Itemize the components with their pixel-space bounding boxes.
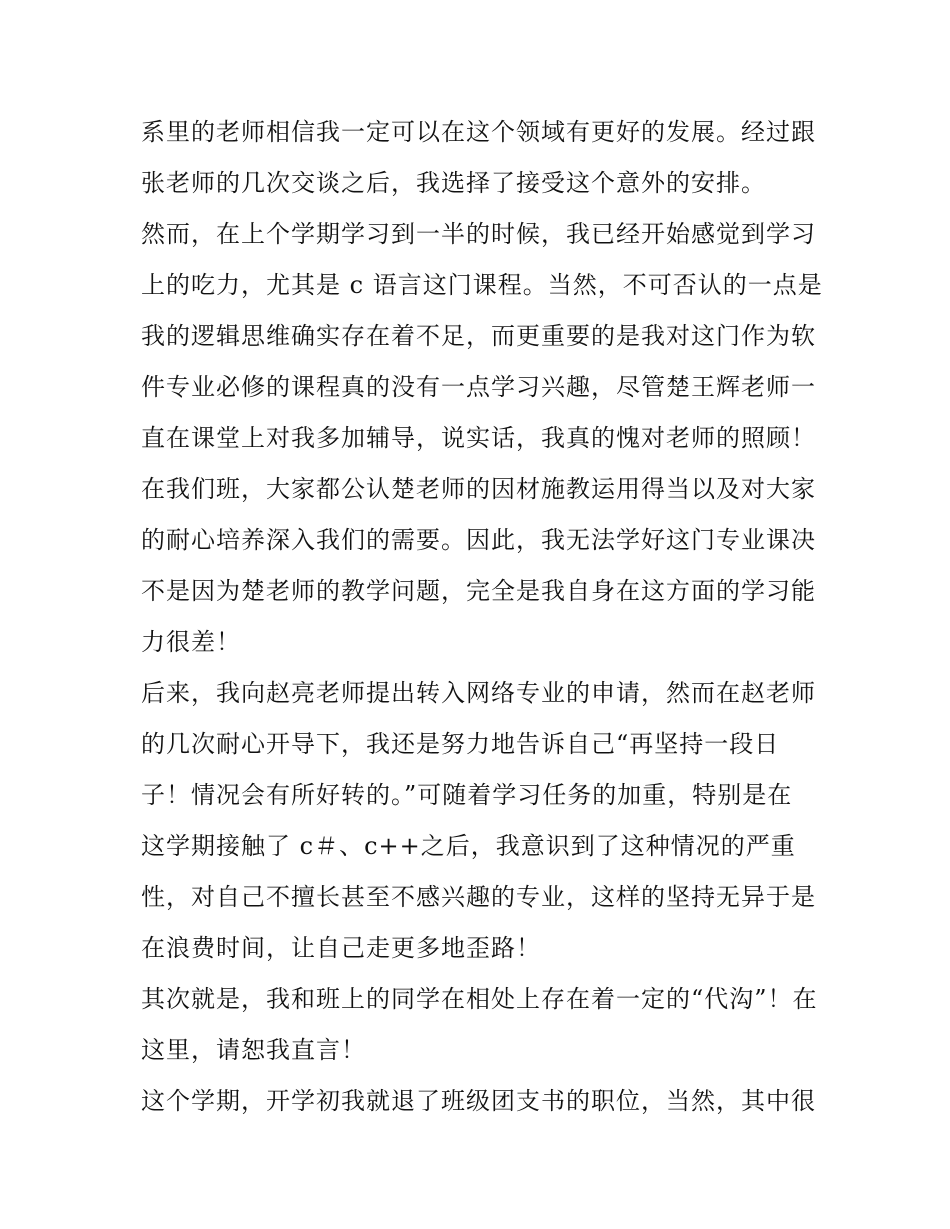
text-line: 我的逻辑思维确实存在着不足，而更重要的是我对这门作为软 <box>141 322 816 350</box>
text-line: 子！情况会有所好转的。”可随着学习任务的加重，特别是在 <box>141 781 793 809</box>
text-line: 然而，在上个学期学习到一半的时候，我已经开始感觉到学习 <box>141 220 816 248</box>
document-body <box>141 107 821 1127</box>
text-line: 这个学期，开学初我就退了班级团支书的职位，当然，其中很 <box>141 1087 816 1115</box>
text-line: 后来，我向赵亮老师提出转入网络专业的申请，然而在赵老师 <box>141 679 816 707</box>
text-line: 性，对自己不擅长甚至不感兴趣的专业，这样的坚持无异于是 <box>141 883 816 911</box>
text-line: 的耐心培养深入我们的需要。因此，我无法学好这门专业课决 <box>141 526 816 554</box>
text-line: 张老师的几次交谈之后，我选择了接受这个意外的安排。 <box>141 169 766 197</box>
text-line: 在浪费时间，让自己走更多地歪路！ <box>141 934 541 962</box>
text-line: 在我们班，大家都公认楚老师的因材施教运用得当以及对大家 <box>141 475 816 503</box>
text-line: 这学期接触了 c＃、c++之后，我意识到了这种情况的严重 <box>141 832 796 860</box>
text-line: 这里，请恕我直言！ <box>141 1036 366 1064</box>
text-line: 直在课堂上对我多加辅导，说实话，我真的愧对老师的照顾！ <box>141 424 816 452</box>
text-line: 的几次耐心开导下，我还是努力地告诉自己“再坚持一段日 <box>141 730 780 758</box>
text-line: 上的吃力，尤其是 c 语言这门课程。当然，不可否认的一点是 <box>141 271 823 299</box>
text-line: 件专业必修的课程真的没有一点学习兴趣，尽管楚王辉老师一 <box>141 373 816 401</box>
text-line: 系里的老师相信我一定可以在这个领域有更好的发展。经过跟 <box>141 118 816 146</box>
text-line: 其次就是，我和班上的同学在相处上存在着一定的“代沟”！在 <box>141 985 818 1013</box>
text-line: 不是因为楚老师的教学问题，完全是我自身在这方面的学习能 <box>141 577 816 605</box>
text-line: 力很差！ <box>141 628 241 656</box>
